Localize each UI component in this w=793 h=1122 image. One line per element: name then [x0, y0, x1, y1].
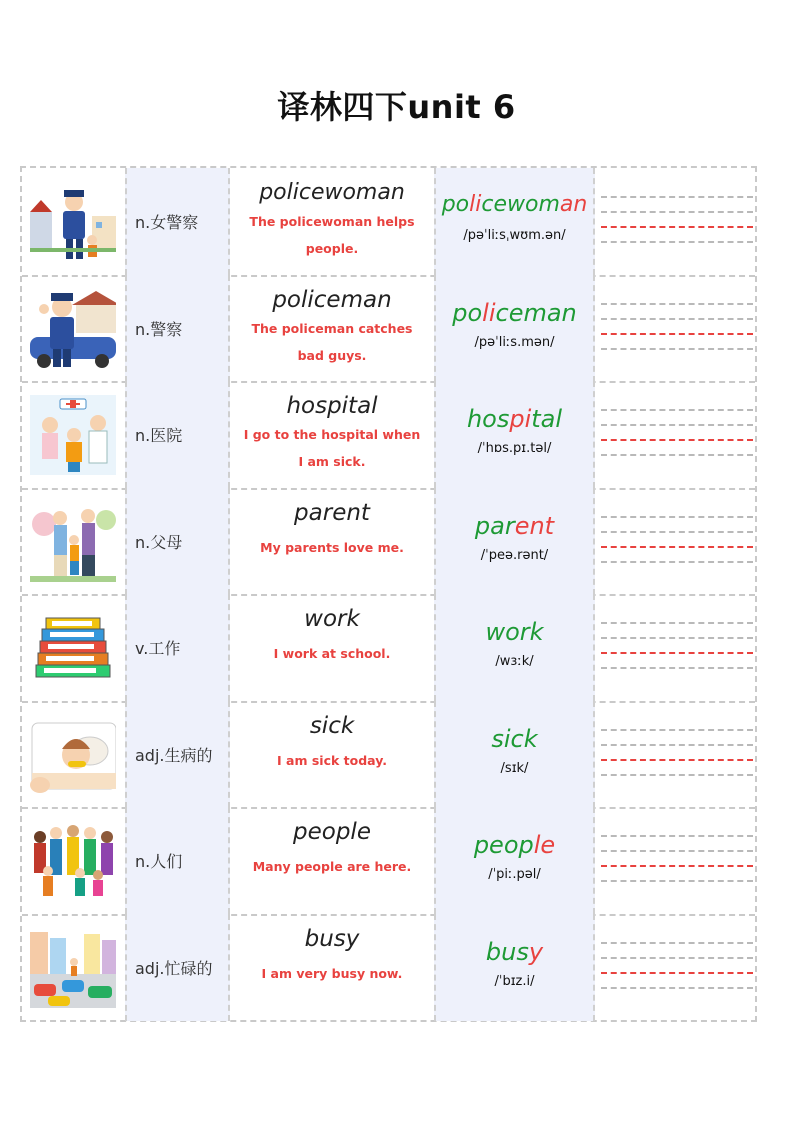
phonics-segment: le — [533, 831, 556, 859]
phonics-segment: hos — [466, 405, 510, 433]
word-cell — [230, 701, 434, 808]
phonics-word — [436, 618, 593, 646]
word-cell — [230, 488, 434, 595]
vocab-row-busy — [22, 914, 755, 1021]
page-title: 译林四下unit 6 — [277, 88, 516, 126]
phonics-cell — [434, 701, 595, 808]
phonics-segment: tal — [531, 405, 563, 433]
vocab-row-parent — [22, 488, 755, 595]
writing-cell[interactable] — [595, 381, 755, 488]
phonics-segment: pi — [509, 405, 532, 433]
chinese-meaning: adj.生病的 — [135, 745, 213, 765]
phonics-word — [436, 299, 593, 327]
baseline-guide — [601, 439, 753, 441]
phonics-segment: li — [469, 192, 482, 217]
chinese-meaning: n.警察 — [135, 319, 183, 339]
english-word: parent — [294, 499, 370, 526]
handwriting-lines — [601, 196, 753, 256]
guide-line — [601, 303, 753, 305]
phonics-segment: y — [528, 937, 544, 966]
picture-cell — [22, 807, 125, 914]
meaning-cell — [125, 701, 230, 808]
phonics-segment: sick — [491, 724, 538, 753]
picture-cell — [22, 594, 125, 701]
phonics-segment: par — [474, 511, 515, 540]
word-cell — [230, 594, 434, 701]
writing-cell[interactable] — [595, 594, 755, 701]
guide-line — [601, 348, 753, 350]
phonetic-transcription: /ˈhɒs.pɪ.təl/ — [477, 441, 552, 456]
handwriting-lines — [601, 516, 753, 576]
phonics-segment: peop — [473, 831, 534, 859]
english-word: hospital — [286, 393, 378, 419]
example-sentence: I am sick today. — [277, 752, 387, 768]
phonics-segment: po — [441, 192, 470, 217]
english-word: people — [293, 819, 371, 845]
guide-line — [601, 987, 753, 989]
vocabulary-table — [20, 166, 757, 1022]
guide-line — [601, 942, 753, 944]
sick-child-illustration — [30, 715, 116, 795]
phonics-word — [436, 831, 593, 859]
phonics-word — [436, 192, 593, 217]
phonics-cell — [434, 381, 595, 488]
phonics-word — [436, 938, 593, 966]
word-cell — [230, 381, 434, 488]
busy-street-illustration — [30, 928, 116, 1008]
phonics-word — [436, 725, 593, 753]
phonics-cell — [434, 914, 595, 1021]
word-cell — [230, 807, 434, 914]
phonetic-transcription: /ˈpeə.rənt/ — [480, 547, 549, 563]
handwriting-lines — [601, 729, 753, 789]
example-sentence: I work at school. — [273, 646, 391, 661]
meaning-cell — [125, 275, 230, 382]
english-word: work — [304, 606, 360, 632]
writing-cell[interactable] — [595, 488, 755, 595]
example-sentence: I am very busy now. — [261, 965, 403, 981]
example-sentence: My parents love me. — [260, 539, 404, 555]
picture-cell — [22, 701, 125, 808]
example-sentence: Many people are here. — [252, 859, 412, 874]
example-sentence: The policeman catches bad guys. — [251, 320, 413, 363]
english-word: policeman — [272, 286, 392, 313]
guide-line — [601, 196, 753, 198]
english-word: sick — [309, 712, 355, 739]
phonetic-transcription: /pəˈliːs.mən/ — [474, 334, 555, 350]
phonics-segment: ent — [514, 511, 555, 540]
meaning-cell — [125, 168, 230, 275]
word-cell — [230, 168, 434, 275]
guide-line — [601, 729, 753, 731]
hospital-illustration — [30, 395, 116, 475]
phonics-segment: po — [452, 298, 483, 327]
guide-line — [601, 409, 753, 411]
meaning-cell — [125, 594, 230, 701]
meaning-cell — [125, 914, 230, 1021]
meaning-cell — [125, 488, 230, 595]
handwriting-lines — [601, 409, 753, 469]
guide-line — [601, 516, 753, 518]
guide-line — [601, 561, 753, 563]
word-cell — [230, 275, 434, 382]
guide-line — [601, 318, 753, 320]
vocab-row-hospital — [22, 381, 755, 488]
picture-cell — [22, 381, 125, 488]
picture-cell — [22, 275, 125, 382]
guide-line — [601, 531, 753, 533]
policeman-illustration — [30, 289, 116, 369]
workbooks-illustration — [30, 608, 116, 688]
handwriting-lines — [601, 942, 753, 1002]
guide-line — [601, 744, 753, 746]
baseline-guide — [601, 333, 753, 335]
chinese-meaning: adj.忙碌的 — [135, 958, 213, 978]
vocab-row-people — [22, 807, 755, 914]
phonics-word — [436, 405, 593, 433]
picture-cell — [22, 168, 125, 275]
vocab-row-policeman — [22, 275, 755, 382]
phonetic-transcription: /ˈbɪz.i/ — [494, 973, 535, 989]
word-cell — [230, 914, 434, 1021]
people-group-illustration — [30, 821, 116, 901]
phonics-cell — [434, 275, 595, 382]
phonics-segment: an — [559, 192, 588, 217]
example-sentence: I go to the hospital when I am sick. — [243, 427, 421, 469]
phonics-segment: cewom — [481, 192, 560, 217]
phonics-cell — [434, 807, 595, 914]
writing-cell[interactable] — [595, 914, 755, 1021]
writing-cell[interactable] — [595, 275, 755, 382]
handwriting-lines — [601, 622, 753, 682]
guide-line — [601, 880, 753, 882]
phonics-segment: li — [482, 298, 496, 327]
writing-cell[interactable] — [595, 807, 755, 914]
guide-line — [601, 850, 753, 852]
baseline-guide — [601, 226, 753, 228]
handwriting-lines — [601, 303, 753, 363]
vocab-row-sick — [22, 701, 755, 808]
phonetic-transcription: /sɪk/ — [500, 760, 529, 776]
chinese-meaning: n.人们 — [135, 852, 183, 871]
chinese-meaning: v.工作 — [135, 639, 181, 658]
baseline-guide — [601, 652, 753, 654]
english-word: busy — [304, 925, 360, 952]
phonics-word — [436, 512, 593, 540]
phonics-cell — [434, 488, 595, 595]
phonetic-transcription: /wɜːk/ — [495, 654, 534, 669]
vocab-row-policewoman — [22, 168, 755, 275]
phonics-segment: bus — [485, 937, 529, 966]
baseline-guide — [601, 972, 753, 974]
phonics-segment: work — [485, 618, 544, 646]
policewoman-illustration — [30, 182, 116, 262]
vocab-row-work — [22, 594, 755, 701]
guide-line — [601, 637, 753, 639]
phonics-segment: ceman — [495, 298, 577, 327]
guide-line — [601, 835, 753, 837]
chinese-meaning: n.医院 — [135, 426, 183, 445]
picture-cell — [22, 488, 125, 595]
picture-cell — [22, 914, 125, 1021]
english-word: policewoman — [259, 180, 405, 205]
baseline-guide — [601, 759, 753, 761]
guide-line — [601, 424, 753, 426]
meaning-cell — [125, 807, 230, 914]
parents-illustration — [30, 502, 116, 582]
guide-line — [601, 957, 753, 959]
example-sentence: The policewoman helps people. — [249, 214, 415, 256]
guide-line — [601, 241, 753, 243]
guide-line — [601, 454, 753, 456]
meaning-cell — [125, 381, 230, 488]
guide-line — [601, 774, 753, 776]
chinese-meaning: n.女警察 — [135, 213, 199, 232]
guide-line — [601, 622, 753, 624]
baseline-guide — [601, 865, 753, 867]
writing-cell[interactable] — [595, 701, 755, 808]
guide-line — [601, 211, 753, 213]
chinese-meaning: n.父母 — [135, 532, 183, 552]
phonics-cell — [434, 168, 595, 275]
baseline-guide — [601, 546, 753, 548]
phonetic-transcription: /ˈpiː.pəl/ — [488, 867, 541, 882]
handwriting-lines — [601, 835, 753, 895]
guide-line — [601, 667, 753, 669]
writing-cell[interactable] — [595, 168, 755, 275]
phonics-cell — [434, 594, 595, 701]
phonetic-transcription: /pəˈliːsˌwʊm.ən/ — [463, 228, 566, 243]
